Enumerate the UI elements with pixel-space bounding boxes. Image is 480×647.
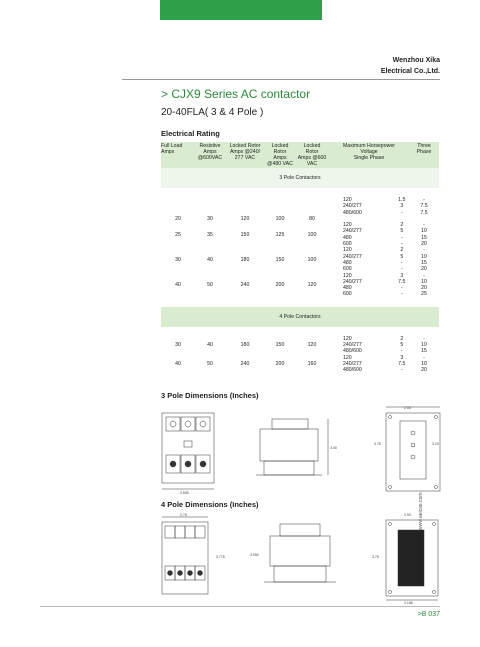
dims4-label-top: 2.93 xyxy=(404,513,411,517)
spacer-cell xyxy=(161,298,439,307)
table-row xyxy=(161,222,439,247)
section-band-row xyxy=(161,168,439,188)
dims3-label-right: 3.20 xyxy=(432,442,439,446)
side-url: www.aeicae.com xyxy=(418,492,424,530)
cell-voltage: 120 240/277 480 600 xyxy=(343,247,362,273)
rating-table xyxy=(161,142,439,374)
cell-fla: 40 xyxy=(175,282,181,288)
company-block xyxy=(381,55,440,77)
section-band-label: 3 Pole Contactors xyxy=(161,168,439,188)
cell-voltage: 120 240/277 480 600 xyxy=(343,222,362,248)
cell-lr600: 100 xyxy=(307,231,317,238)
dims3-drawings xyxy=(160,405,445,495)
company-name-line1: Wenzhou Xika xyxy=(392,57,440,64)
cell-lr600 xyxy=(295,197,329,216)
dims4-side-view xyxy=(264,524,336,582)
cell-fla: 20 xyxy=(175,215,181,222)
cell-single-phase: 1.5 3 - xyxy=(398,197,406,216)
cell-three-phase: - 10 15 20 xyxy=(421,222,427,248)
top-color-bar xyxy=(160,0,322,20)
cell-fla: 25 xyxy=(175,231,181,238)
rating-header-row xyxy=(161,142,439,168)
cell-lr240: 180 xyxy=(240,342,250,349)
col-header: Maximum Horsepower Voltage Single Phase xyxy=(329,142,409,168)
cell-res: 40 xyxy=(207,256,213,263)
cell-fla: 30 xyxy=(175,256,181,263)
dims4-label-left: 3.75 xyxy=(372,555,379,559)
cell-fla: 40 xyxy=(175,360,181,367)
company-name-line2: Electrical Co.,Ltd. xyxy=(380,68,440,75)
cell-lr480: 100 xyxy=(275,215,285,222)
cell-res: 50 xyxy=(207,360,213,367)
cell-single-phase: 2 5 - - xyxy=(400,247,404,273)
cell-lr240: 240 xyxy=(240,360,250,367)
dims4-heading: 4 Pole Dimensions (Inches) xyxy=(161,500,259,509)
spacer-cell xyxy=(161,188,439,197)
cell-three-phase: - 7.5 7.5 xyxy=(420,197,428,216)
cell-res: 50 xyxy=(207,282,213,288)
cell-lr240: 180 xyxy=(240,256,250,263)
dims4-label-width: 2.76 xyxy=(180,513,187,517)
cell-fla: 30 xyxy=(175,342,181,349)
dims3-mount-view xyxy=(386,407,440,491)
dims3-side-view xyxy=(256,419,328,475)
col-header: Locked Rotor Amps @600 VAC xyxy=(295,142,329,168)
dims3-heading: 3 Pole Dimensions (Inches) xyxy=(161,391,259,400)
table-row xyxy=(161,247,439,272)
cell-lr600: 100 xyxy=(307,256,317,263)
table-row xyxy=(161,336,439,355)
cell-lr480: 200 xyxy=(275,282,285,288)
cell-res xyxy=(195,197,225,216)
cell-lr480: 150 xyxy=(275,342,285,349)
dims3-label-top: 2.05 xyxy=(404,406,411,410)
cell-lr480: 200 xyxy=(275,360,285,367)
dims3-label-left: 3.75 xyxy=(374,442,381,446)
cell-lr240: 120 xyxy=(240,215,250,222)
cell-lr600: 80 xyxy=(309,215,315,222)
dims4-front-view xyxy=(162,517,208,594)
table-row xyxy=(161,197,439,216)
cell-single-phase: 3 7.5 - - xyxy=(398,272,406,298)
col-header: Locked Rotor Amps @480 VAC xyxy=(265,142,295,168)
cell-three-phase: - 10 15 20 xyxy=(421,247,427,273)
dims4-label-side: 3.050 xyxy=(250,553,259,557)
section-band-row xyxy=(161,307,439,327)
dims3-label-width: 2.835 xyxy=(180,491,189,495)
page-number: >B 037 xyxy=(417,611,440,618)
cell-voltage: 120 240/277 480/600 xyxy=(343,335,362,355)
cell-voltage: 120 240/277 480/600 xyxy=(343,354,362,374)
spacer-cell xyxy=(161,327,439,336)
spacer-row xyxy=(161,298,439,307)
col-header: Full Load Amps xyxy=(161,142,195,168)
cell-lr600: 160 xyxy=(307,360,317,367)
cell-three-phase: - 10 20 25 xyxy=(421,272,427,298)
section-band-label: 4 Pole Contactors xyxy=(161,307,439,327)
dims3-label-height: 3.00 xyxy=(330,446,337,450)
cell-lr600: 120 xyxy=(307,282,317,288)
dims4-drawings xyxy=(160,512,445,604)
dims3-front-view xyxy=(162,413,214,489)
cell-lr240: 240 xyxy=(240,282,250,288)
cell-three-phase: - 10 20 xyxy=(421,354,427,374)
cell-voltage: 120 240/277 480/600 xyxy=(343,197,362,216)
spacer-row xyxy=(161,327,439,336)
col-header: Locked Rotor Amps @240/ 277 VAC xyxy=(225,142,265,168)
col-header: Resistive Amps @600VAC xyxy=(195,142,225,168)
cell-lr480 xyxy=(265,197,295,216)
cell-voltage: 120 240/277 480 600 xyxy=(343,272,362,298)
rating-heading: Electrical Rating xyxy=(161,129,220,138)
page-title: > CJX9 Series AC contactor xyxy=(161,87,311,101)
col-header: Three Phase xyxy=(409,142,439,168)
cell-lr480: 125 xyxy=(275,231,285,238)
cell-lr600: 120 xyxy=(307,342,317,349)
cell-single-phase: 2 5 - xyxy=(400,335,404,355)
cell-lr480: 150 xyxy=(275,256,285,263)
table-row xyxy=(161,355,439,374)
cell-single-phase: 2 5 - - xyxy=(400,222,404,248)
header-rule xyxy=(122,79,440,80)
cell-three-phase: - 10 15 xyxy=(421,335,427,355)
footer-rule xyxy=(40,606,440,607)
page-subtitle: 20-40FLA( 3 & 4 Pole ) xyxy=(161,107,264,118)
dims4-mount-view xyxy=(386,520,438,600)
cell-lr240 xyxy=(225,197,265,216)
cell-single-phase: 3 7.5 - xyxy=(398,354,406,374)
cell-lr240: 150 xyxy=(240,231,250,238)
dims4-label-bottom: 2.166 xyxy=(404,601,413,604)
dims4-label-height: 3.775 xyxy=(216,555,225,559)
cell-fla xyxy=(161,197,195,216)
spacer-row xyxy=(161,188,439,197)
cell-res: 40 xyxy=(207,342,213,349)
cell-res: 35 xyxy=(207,231,213,238)
table-row xyxy=(161,273,439,298)
cell-res: 30 xyxy=(207,215,213,222)
